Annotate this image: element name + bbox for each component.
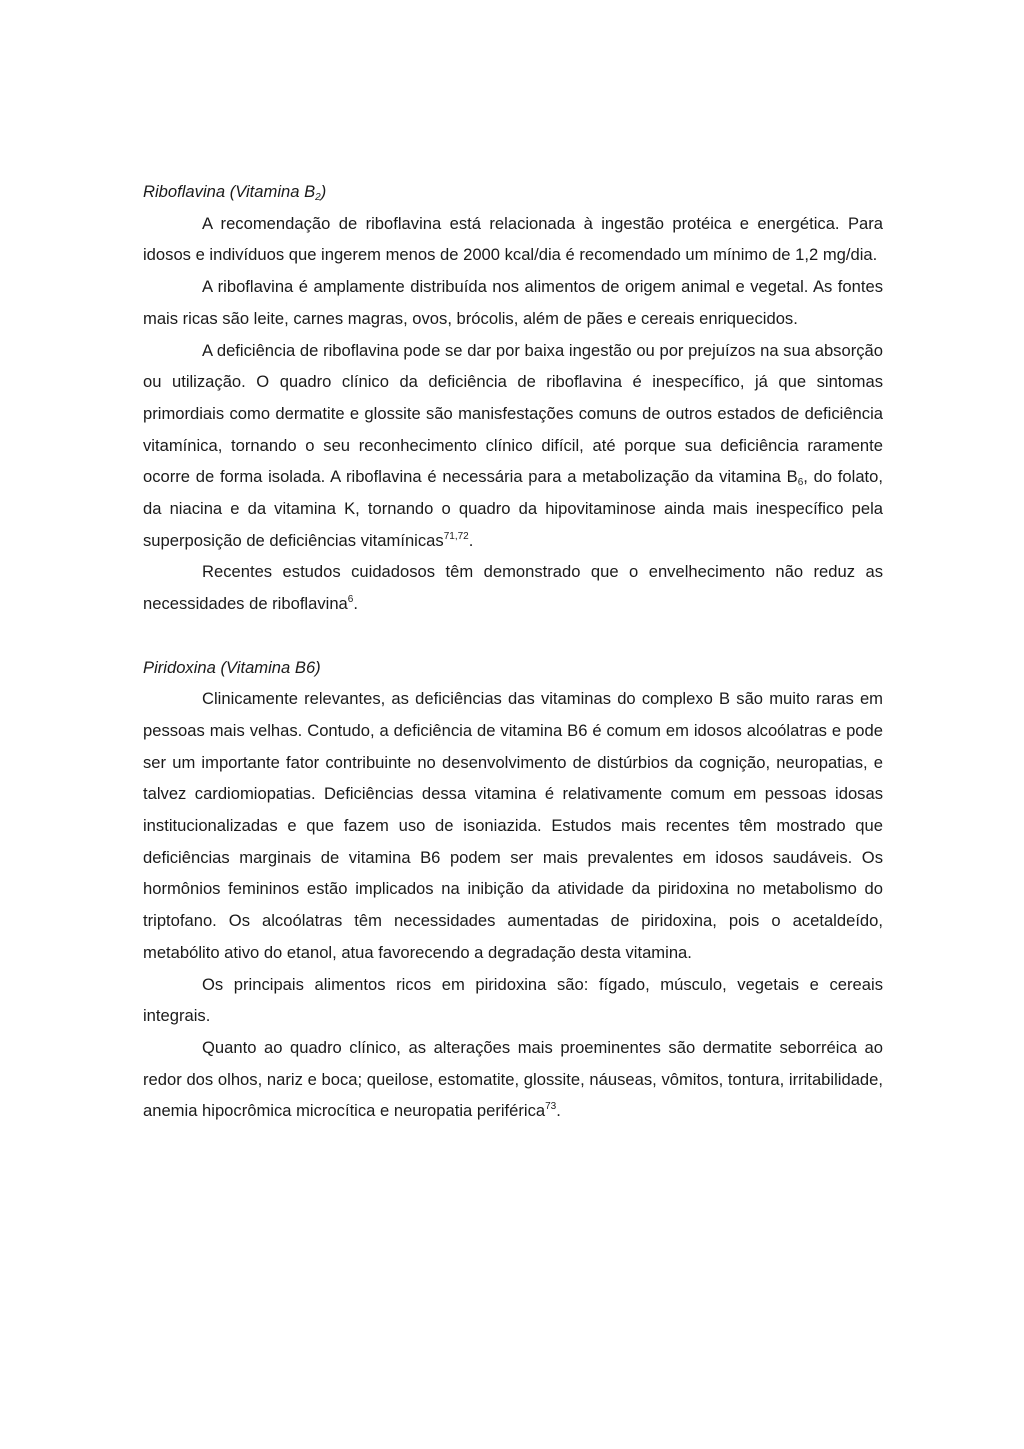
paragraph-riboflavina-fontes: A riboflavina é amplamente distribuída nos alimentos de origem animal e vegetal. As fontes mais ricas são leite, carnes magras, ovos, brócolis, além de pães e cereais enriquecidos. (143, 277, 883, 328)
subscript: 2 (315, 192, 321, 203)
citation-superscript: 73 (545, 1101, 557, 1113)
section-heading-riboflavina: Riboflavina (Vitamina $B_2$) (143, 182, 327, 203)
paragraph-piridoxina-alimentos: Os principais alimentos ricos em piridoxina são: fígado, músculo, vegetais e cereais integrais. (143, 974, 883, 1026)
section-spacer (143, 620, 883, 652)
paragraph-riboflavina-deficiencia: A deficiência de riboflavina pode se dar por baixa ingestão ou por prejuízos na sua absorção ou utilização. O quadro clínico da deficiência de riboflavina é inespecífico, já que sintomas primordiais como dermatite e glossite são manisfestações comuns de outros estados de deficiência vitamínica, tornando o seu reconhecimento clínico difícil, até porque sua deficiência raramente ocorre de forma isolada. A riboflavina é necessária para a metabolização da vitamina $B_6$, do folato, da niacina e da vitamina K, tornando o quadro da hipovitaminose ainda mais inespecífico pela superposição de deficiências vitamínicas$^{71,72}$. (143, 340, 883, 550)
section-heading-piridoxina: Piridoxina (Vitamina B6) (143, 657, 321, 677)
paragraph-piridoxina-deficiencia: Clinicamente relevantes, as deficiências das vitaminas do complexo B são muito raras em pessoas mais velhas. Contudo, a deficiência de vitamina B6 é comum em idosos alcoólatras e pode ser um importante fator contribuinte no desenvolvimento de distúrbios da cognição, neuropatias, e talvez cardiomiopatias. Deficiências dessa vitamina é relativamente comum em pessoas idosas institucionalizadas e que fazem uso de isoniazida. Estudos mais recentes têm mostrado que deficiências marginais de vitamina B6 podem ser mais prevalentes em idosos saudáveis. Os hormônios femininos estão implicados na inibição da atividade da piridoxina no metabolismo do triptofano. Os alcoólatras têm necessidades aumentadas de piridoxina, pois o acetaldeído, metabólito ativo do etanol, atua favorecendo a degradação desta vitamina. (143, 689, 883, 962)
citation-superscript: 6 (347, 594, 354, 606)
paragraph-riboflavina-recomendacao: A recomendação de riboflavina está relacionada à ingestão protéica e energética. Para idosos e indivíduos que ingerem menos de 2000 kcal/dia é recomendado um mínimo de 1,2 mg/dia. (143, 213, 883, 265)
citation-superscript: 71,72 (443, 530, 469, 542)
subscript: 6 (797, 477, 804, 489)
document-body (143, 176, 883, 1127)
paragraph-piridoxina-quadro-clinico: Quanto ao quadro clínico, as alterações mais proeminentes são dermatite seborréica ao redor dos olhos, nariz e boca; queilose, estomatite, glossite, náuseas, vômitos, tontura, irritabilidade, anemia hipocrômica microcítica e neuropatia periférica$^{73}$. (143, 1037, 883, 1121)
paragraph-riboflavina-envelhecimento: Recentes estudos cuidadosos têm demonstrado que o envelhecimento não reduz as necessidades de riboflavina$^6$. (143, 562, 883, 614)
